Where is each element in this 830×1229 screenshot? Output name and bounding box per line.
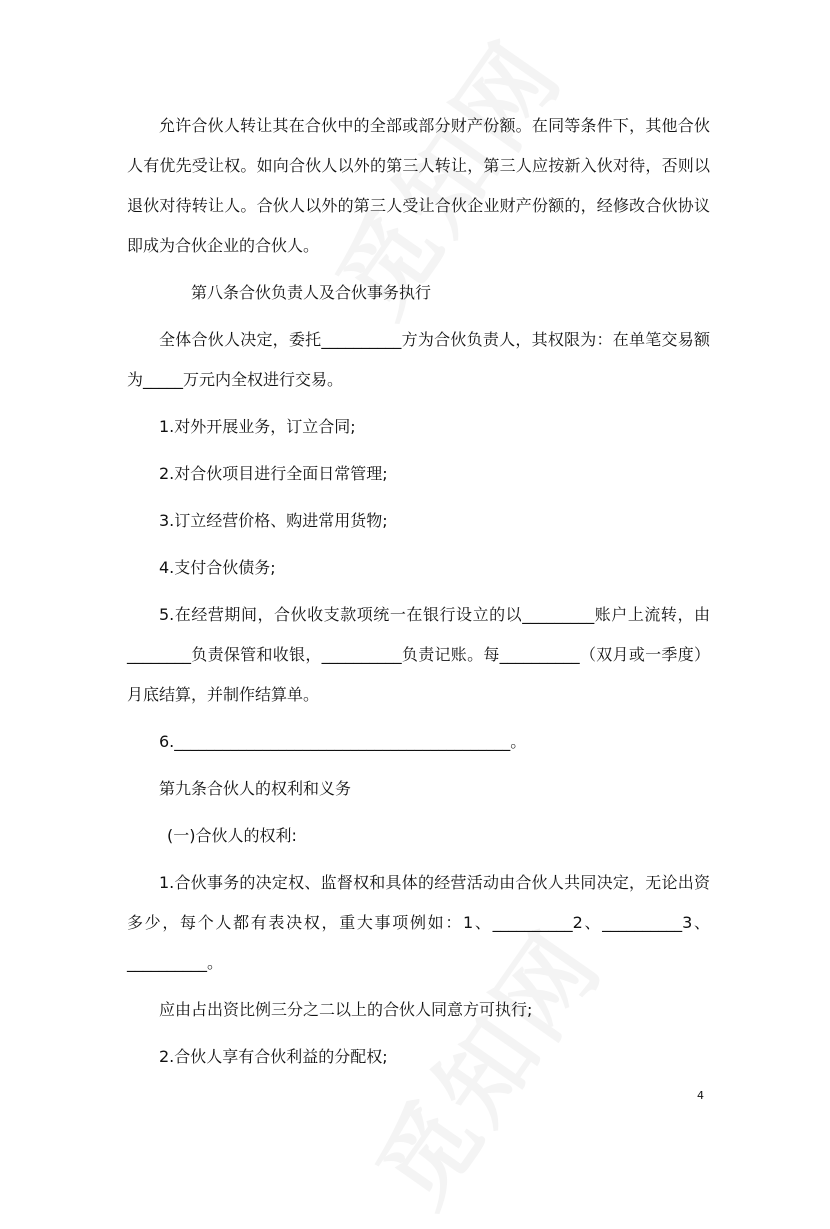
paragraph-transfer: 允许合伙人转让其在合伙中的全部或部分财产份额。在同等条件下，其他合伙人有优先受让权。如向合伙人以外的第三人转让，第三人应按新入伙对待，否则以退伙对待转让人。合伙人以外的第三人受让合伙企业财产份额的，经修改合伙协议即成为合伙企业的合伙人。 — [127, 116, 710, 255]
list-item: 1.合伙事务的决定权、监督权和具体的经营活动由合伙人共同决定，无论出资多少，每个人都有表决权，重大事项例如：1、__________2、__________3、__________。 — [127, 873, 710, 972]
section-rights-heading: (一)合伙人的权利: — [167, 826, 297, 845]
paragraph-delegate: 全体合伙人决定，委托__________方为合伙负责人，其权限为：在单笔交易额为_____万元内全权进行交易。 — [127, 330, 710, 389]
page-number: 4 — [697, 1089, 704, 1102]
list-item: 2.对合伙项目进行全面日常管理; — [159, 464, 388, 483]
article-8-title: 第八条合伙负责人及合伙事务执行 — [191, 283, 432, 302]
list-item: 4.支付合伙债务; — [159, 558, 276, 577]
document-page — [127, 106, 710, 1084]
paragraph-approval: 应由占出资比例三分之二以上的合伙人同意方可执行; — [159, 1000, 533, 1019]
list-item: 6.__________________________________________。 — [159, 732, 527, 751]
list-item: 2.合伙人享有合伙利益的分配权; — [159, 1047, 388, 1066]
list-item: 1.对外开展业务，订立合同; — [159, 417, 356, 436]
article-9-title: 第九条合伙人的权利和义务 — [159, 779, 352, 798]
list-item: 3.订立经营价格、购进常用货物; — [159, 511, 388, 530]
list-item: 5.在经营期间，合伙收支款项统一在银行设立的以_________账户上流转，由________负责保管和收银，__________负责记账。每__________（双月或一季度）月底结算，并制作结算单。 — [127, 605, 710, 704]
